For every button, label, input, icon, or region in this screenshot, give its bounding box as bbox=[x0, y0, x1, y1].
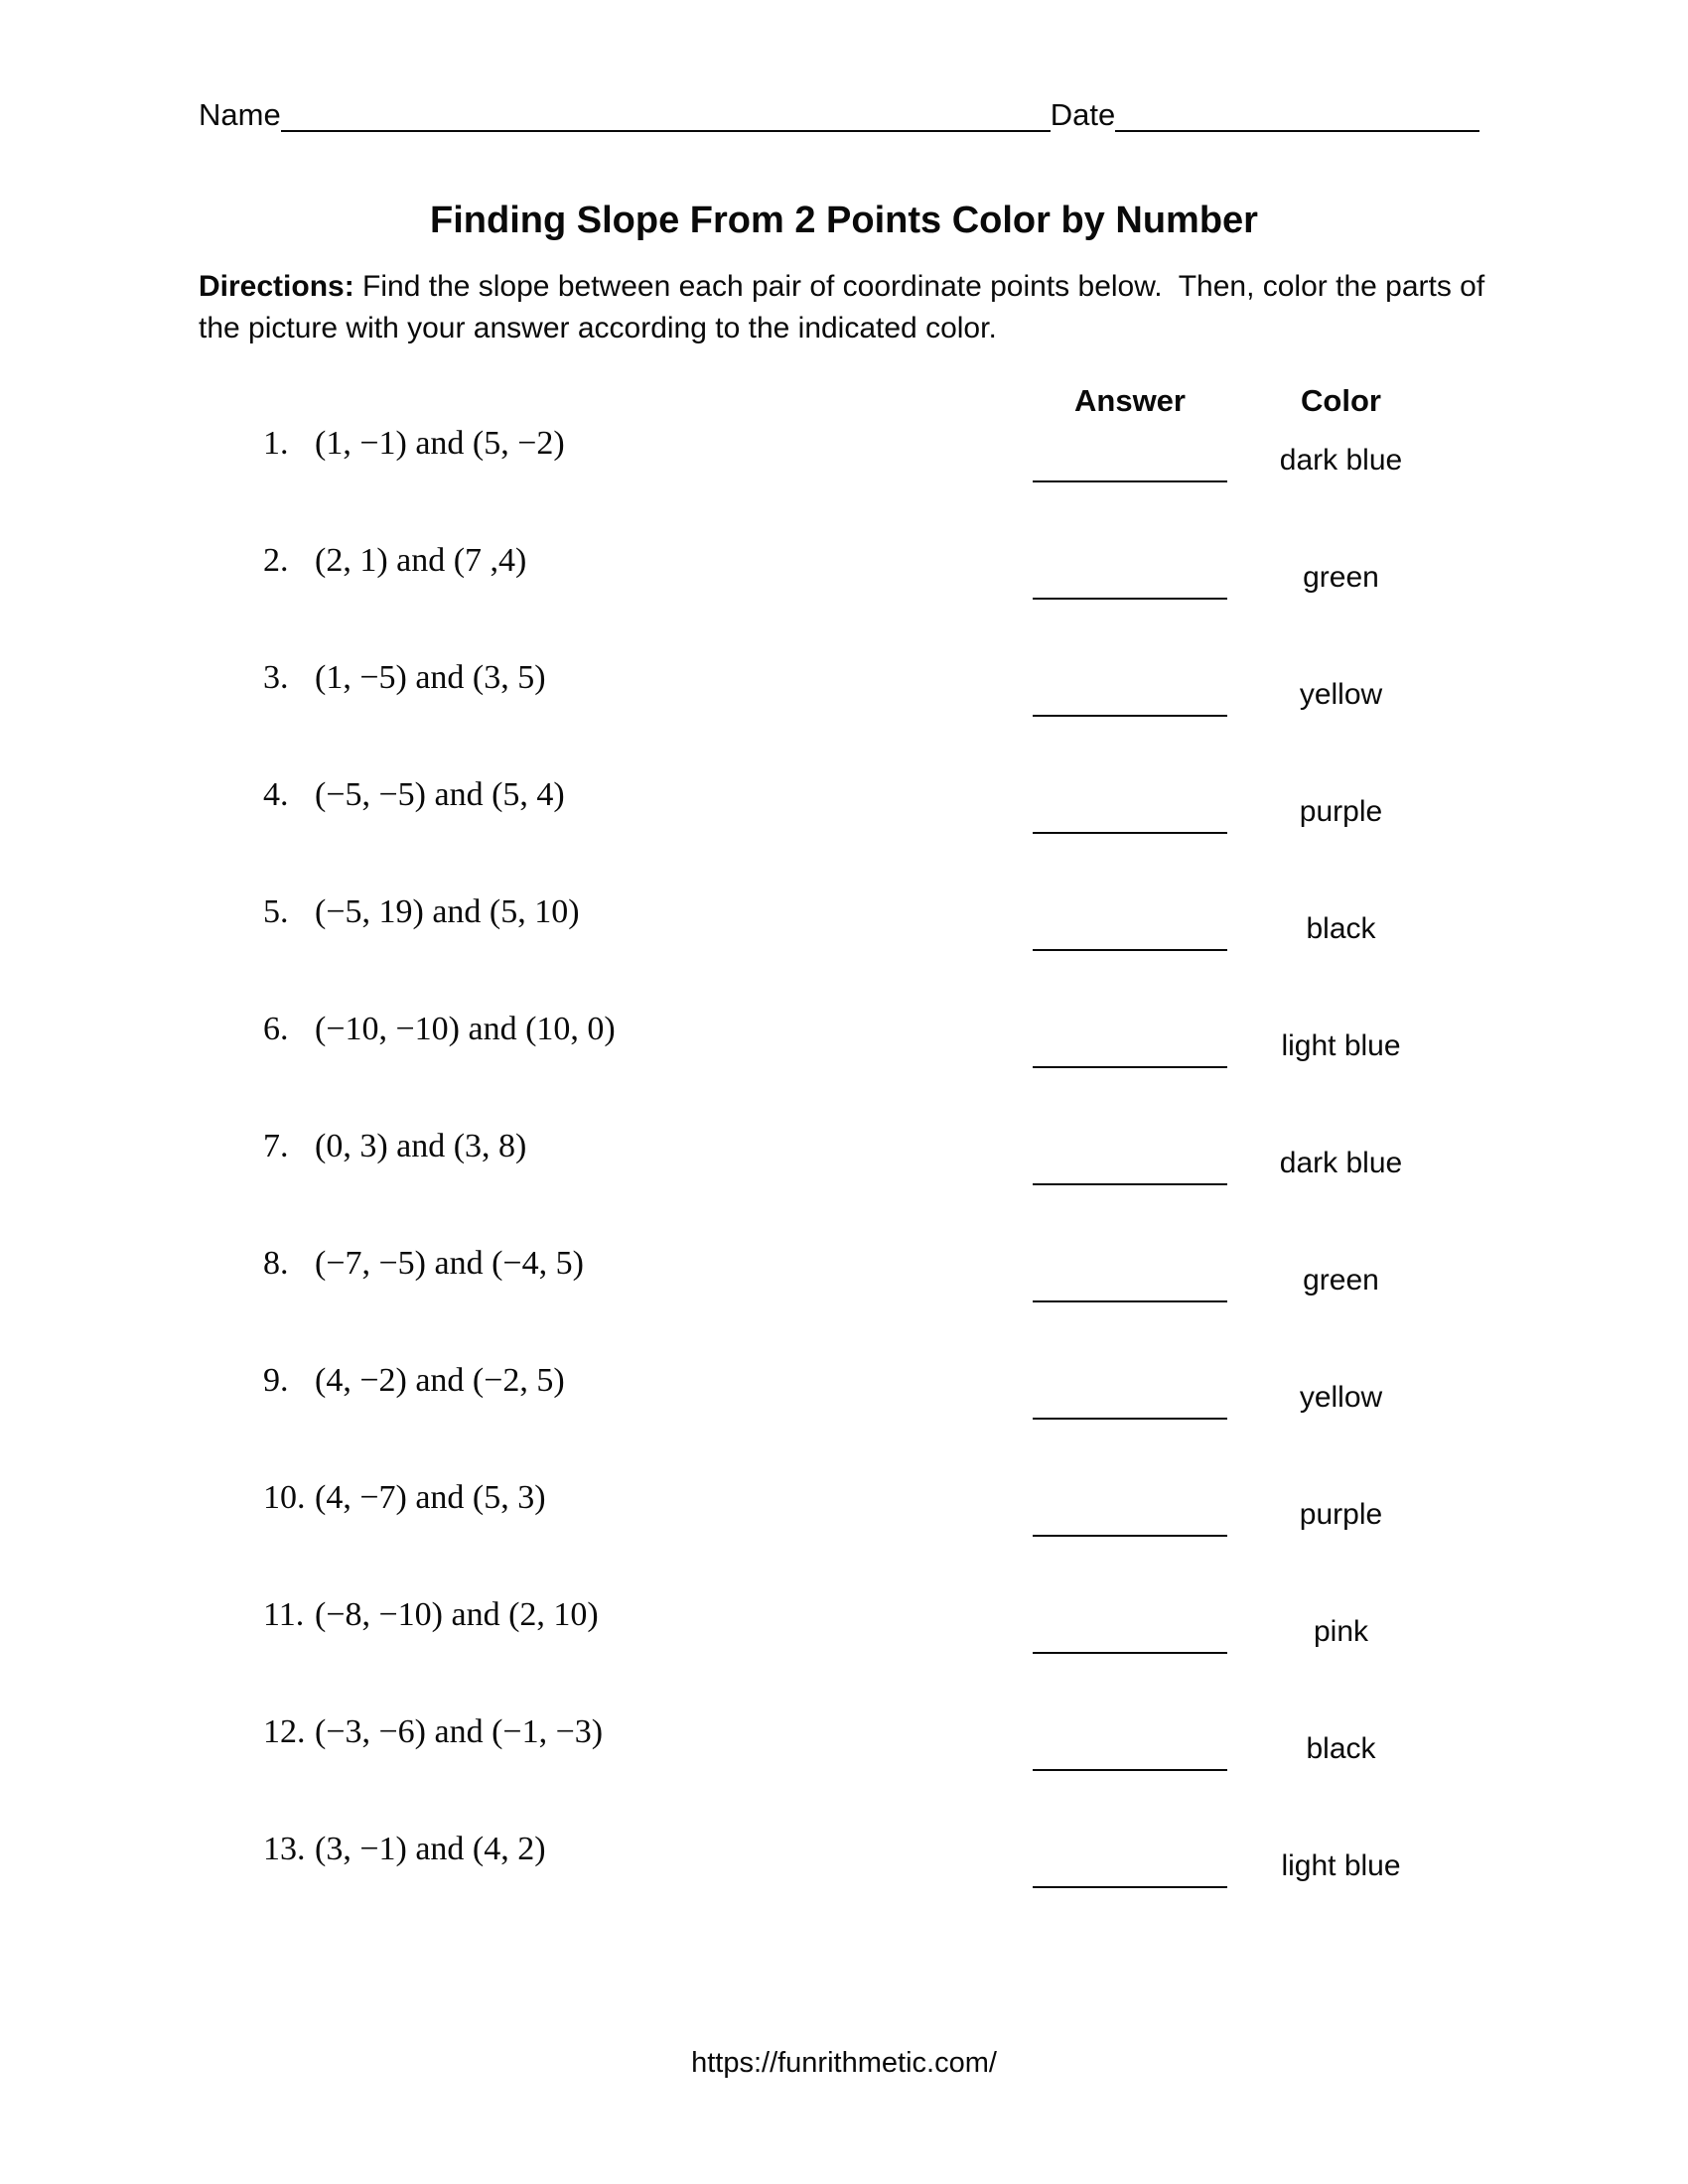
answer-blank[interactable] bbox=[1033, 1535, 1227, 1537]
answer-blank[interactable] bbox=[1033, 832, 1227, 834]
problem-points: (1, −5) and (3, 5) bbox=[315, 659, 546, 696]
problem-number: 12. bbox=[263, 1713, 306, 1750]
color-label: purple bbox=[1299, 1498, 1383, 1531]
problem-text bbox=[263, 1011, 616, 1047]
color-label: black bbox=[1306, 1732, 1376, 1765]
answer-blank[interactable] bbox=[1033, 1418, 1227, 1420]
color-label: light blue bbox=[1281, 1029, 1401, 1062]
problem-points: (−10, −10) and (10, 0) bbox=[315, 1011, 616, 1047]
problem-points: (2, 1) and (7 ,4) bbox=[315, 542, 527, 579]
problem-text bbox=[263, 659, 546, 696]
problem-number: 4. bbox=[263, 776, 289, 813]
problem-points: (4, −2) and (−2, 5) bbox=[315, 1362, 565, 1399]
problem-number: 3. bbox=[263, 659, 289, 696]
problem-points: (−7, −5) and (−4, 5) bbox=[315, 1245, 584, 1282]
problem-points: (−3, −6) and (−1, −3) bbox=[315, 1713, 604, 1750]
answer-blank[interactable] bbox=[1033, 1066, 1227, 1068]
problem-text bbox=[263, 1128, 526, 1164]
color-label: yellow bbox=[1299, 1381, 1383, 1414]
color-label: yellow bbox=[1299, 678, 1383, 711]
problem-number: 5. bbox=[263, 893, 289, 930]
problem-points: (4, −7) and (5, 3) bbox=[315, 1479, 546, 1516]
problem-points: (1, −1) and (5, −2) bbox=[315, 425, 565, 462]
problem-number: 2. bbox=[263, 542, 289, 579]
problem-points: (3, −1) and (4, 2) bbox=[315, 1831, 546, 1867]
answer-blank[interactable] bbox=[1033, 1886, 1227, 1888]
answer-blank[interactable] bbox=[1033, 1300, 1227, 1302]
answer-blank[interactable] bbox=[1033, 1769, 1227, 1771]
problem-number: 9. bbox=[263, 1362, 289, 1399]
answer-blank[interactable] bbox=[1033, 1183, 1227, 1185]
answer-blank[interactable] bbox=[1033, 1652, 1227, 1654]
answer-column-header: Answer bbox=[1074, 383, 1186, 418]
answer-blank[interactable] bbox=[1033, 715, 1227, 717]
problem-number: 7. bbox=[263, 1128, 289, 1164]
page-title: Finding Slope From 2 Points Color by Number bbox=[430, 200, 1258, 241]
name-date-row bbox=[199, 97, 1479, 133]
color-label: purple bbox=[1299, 795, 1383, 828]
problem-text bbox=[263, 893, 580, 930]
problem-number: 11. bbox=[263, 1596, 305, 1633]
color-label: dark blue bbox=[1279, 444, 1403, 477]
color-label: light blue bbox=[1281, 1849, 1401, 1882]
color-label: green bbox=[1303, 1264, 1379, 1297]
problem-text bbox=[263, 1831, 546, 1867]
problem-points: (−8, −10) and (2, 10) bbox=[315, 1596, 599, 1633]
color-label: black bbox=[1306, 912, 1376, 945]
problem-text bbox=[263, 425, 565, 462]
date-label: Date bbox=[1050, 97, 1116, 132]
problem-number: 10. bbox=[263, 1479, 306, 1516]
problem-points: (0, 3) and (3, 8) bbox=[315, 1128, 527, 1164]
problem-points: (−5, −5) and (5, 4) bbox=[315, 776, 565, 813]
directions bbox=[199, 266, 1493, 349]
color-label: dark blue bbox=[1279, 1147, 1403, 1179]
problem-number: 6. bbox=[263, 1011, 289, 1047]
answer-blank[interactable] bbox=[1033, 598, 1227, 600]
directions-text: Find the slope between each pair of coordinate points below. Then, color the parts of the picture with your answer according to the indicated color. bbox=[199, 270, 1493, 344]
problem-text bbox=[263, 1245, 584, 1282]
date-blank[interactable] bbox=[1115, 128, 1479, 132]
problem-text bbox=[263, 1596, 599, 1633]
problem-number: 13. bbox=[263, 1831, 306, 1867]
problem-text bbox=[263, 1479, 546, 1516]
name-blank[interactable] bbox=[281, 128, 1051, 132]
problem-number: 1. bbox=[263, 425, 289, 462]
problem-number: 8. bbox=[263, 1245, 289, 1282]
color-column-header: Color bbox=[1301, 383, 1381, 418]
problem-text bbox=[263, 542, 526, 579]
answer-blank[interactable] bbox=[1033, 480, 1227, 482]
color-label: green bbox=[1303, 561, 1379, 594]
problem-points: (−5, 19) and (5, 10) bbox=[315, 893, 580, 930]
problem-text bbox=[263, 1362, 565, 1399]
problem-text bbox=[263, 1713, 603, 1750]
footer-url: https://funrithmetic.com/ bbox=[691, 2047, 997, 2079]
answer-blank[interactable] bbox=[1033, 949, 1227, 951]
color-label: pink bbox=[1313, 1615, 1369, 1648]
name-label: Name bbox=[199, 97, 281, 132]
problem-text bbox=[263, 776, 565, 813]
directions-label: Directions: bbox=[199, 270, 354, 303]
